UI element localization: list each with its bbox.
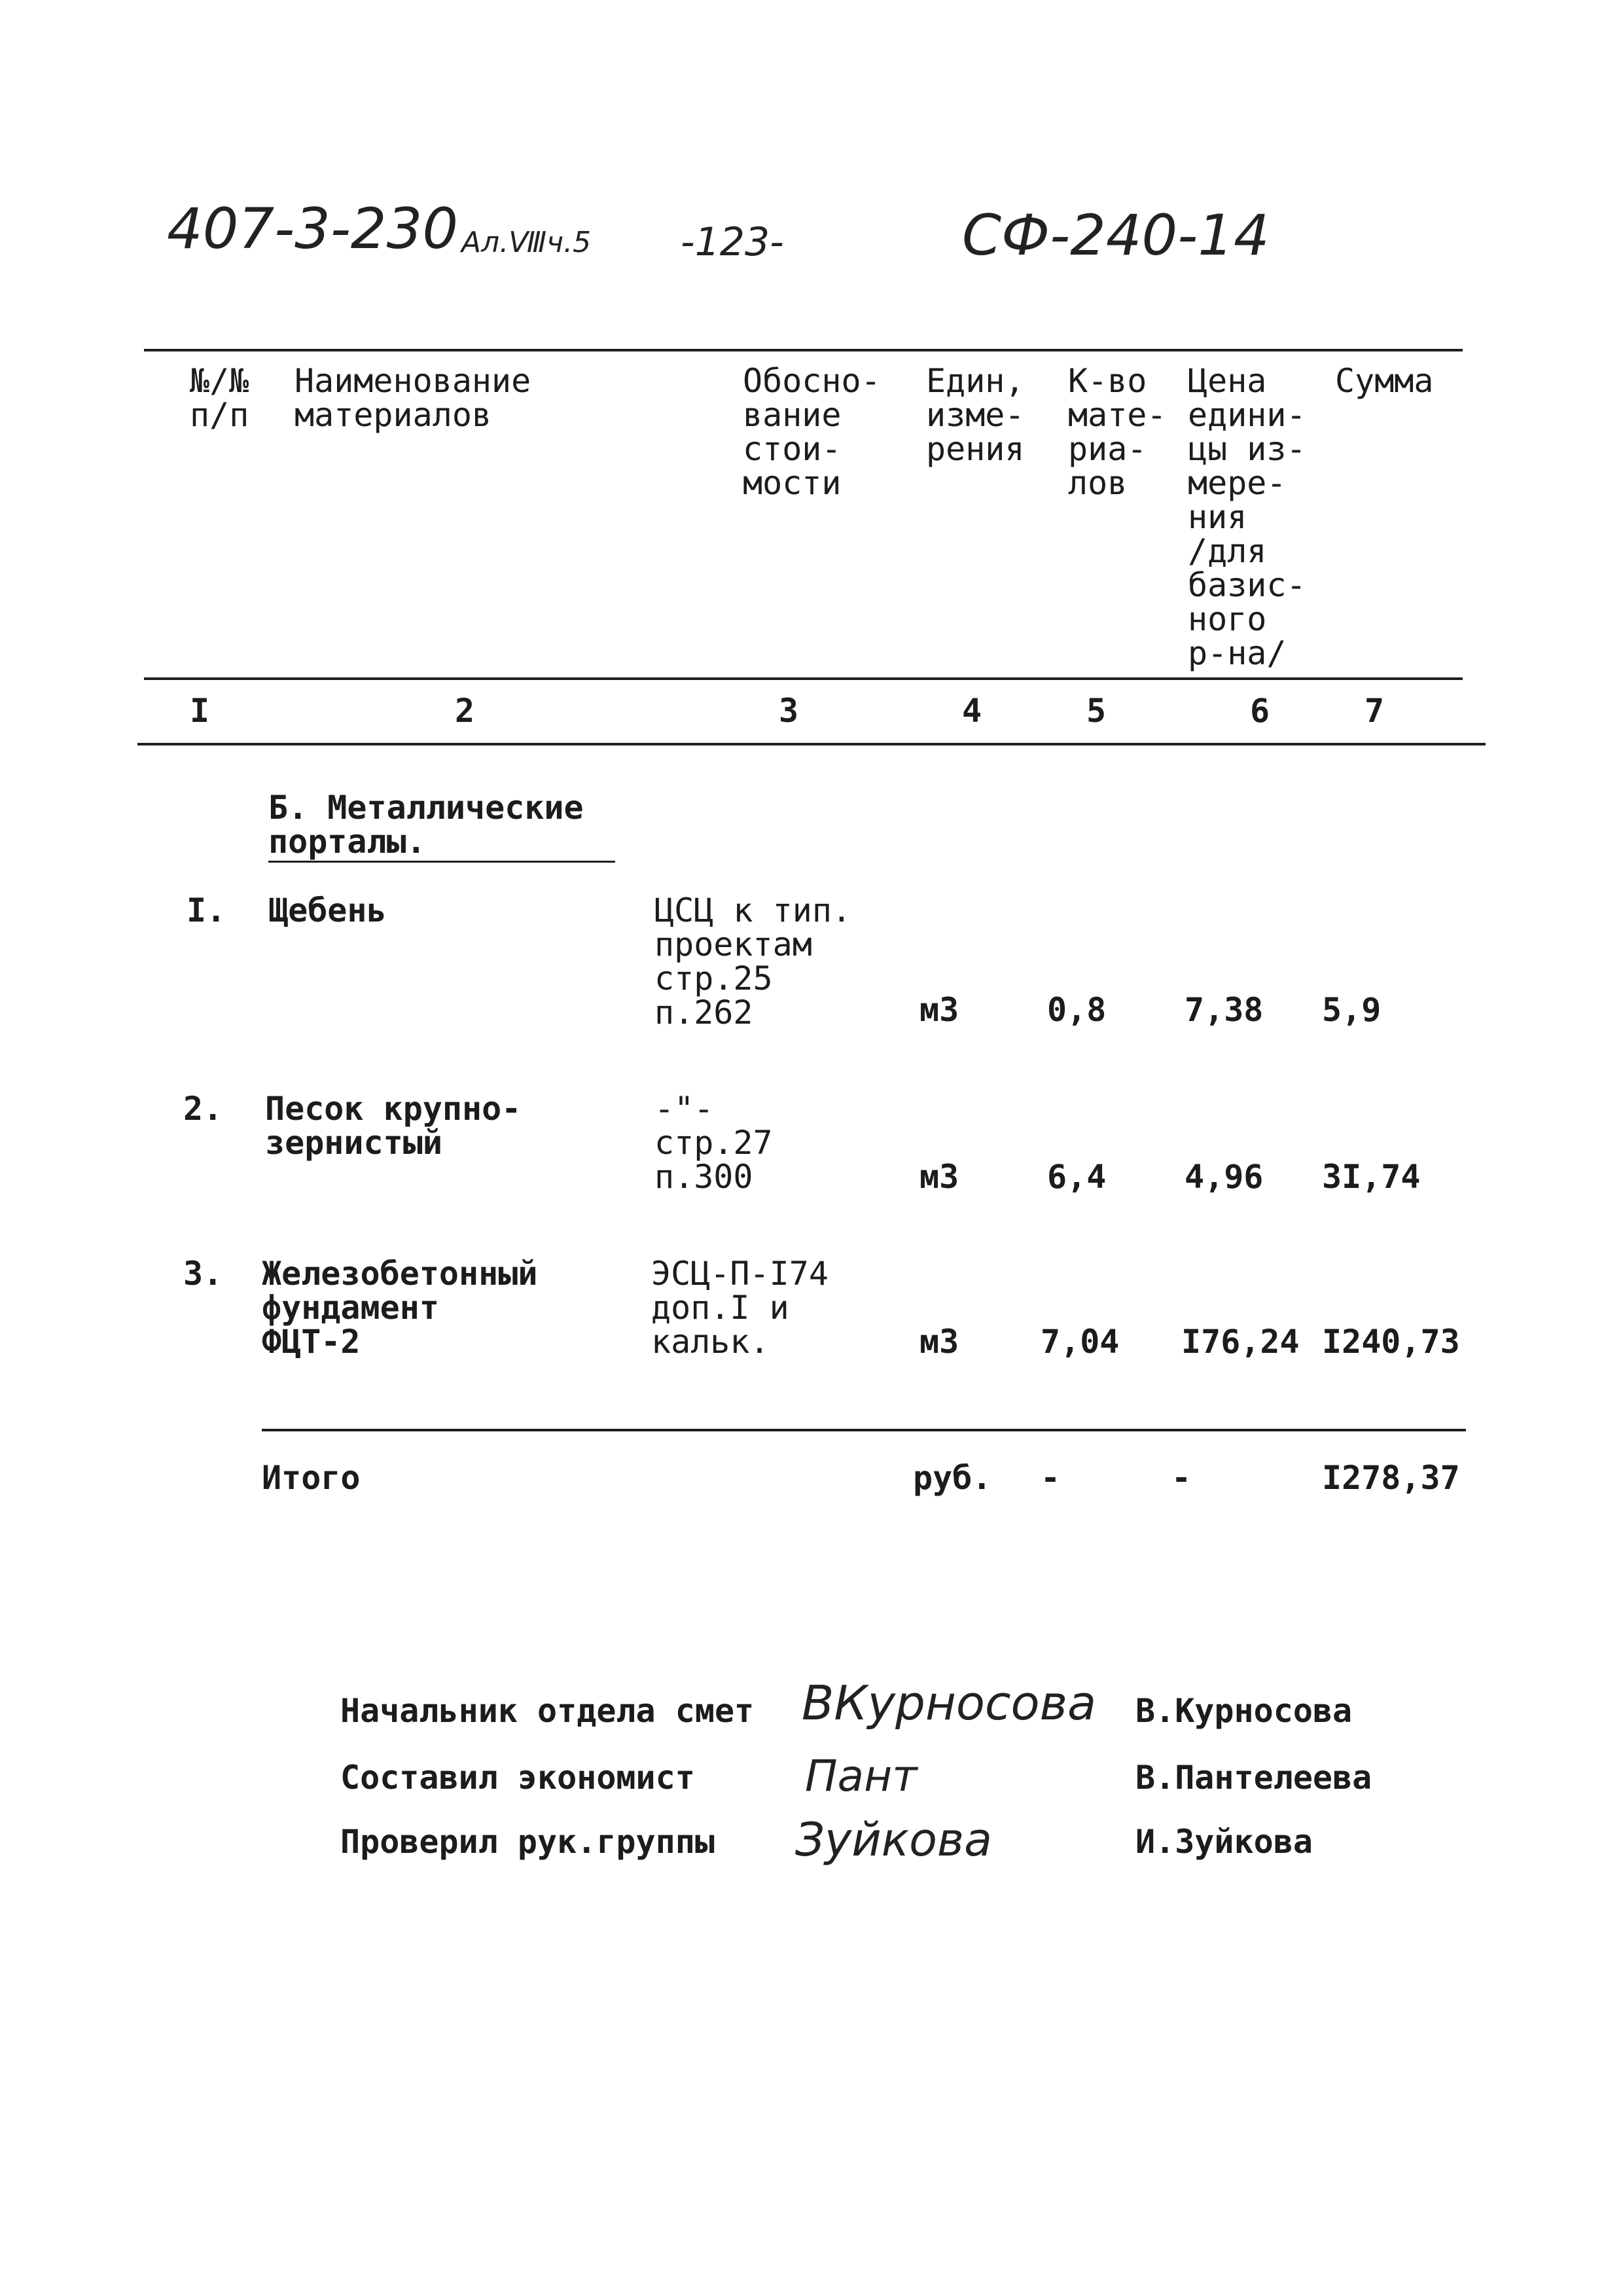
row-3-name: Железобетонный фундамент ФЦТ-2: [262, 1255, 538, 1361]
column-number-3: 3: [779, 692, 799, 730]
total-label: Итого: [262, 1459, 361, 1497]
row-2-name: Песок крупно- зернистый: [265, 1090, 522, 1162]
signature-2-handwriting: Пант: [805, 1751, 918, 1801]
column-header-basis: Обосно- вание стои- мости: [743, 362, 881, 502]
row-2-number: 2.: [183, 1090, 223, 1128]
column-header-number: №/№ п/п: [190, 362, 249, 434]
column-header-name: Наименование материалов: [294, 362, 531, 434]
column-number-7: 7: [1364, 692, 1385, 730]
column-header-quantity: К-во мате- риа- лов: [1068, 362, 1167, 502]
signature-2-name: В.Пантелеева: [1135, 1759, 1372, 1797]
total-sum: I278,37: [1322, 1459, 1460, 1497]
row-1-quantity: 0,8: [1047, 991, 1107, 1029]
signature-3-name: И.Зуйкова: [1135, 1823, 1313, 1861]
sheet-reference: Ал.Ⅷч.5: [461, 226, 592, 259]
total-unit: руб.: [913, 1459, 992, 1497]
document-number: 407-3-230: [167, 196, 459, 262]
table-top-rule: [144, 349, 1463, 351]
column-number-5: 5: [1086, 692, 1107, 730]
document-code: СФ-240-14: [962, 203, 1270, 268]
row-2-sum: 3I,74: [1322, 1158, 1421, 1196]
signature-3-role: Проверил рук.группы: [340, 1823, 715, 1861]
row-1-number: I.: [187, 891, 226, 929]
signature-2-role: Составил экономист: [340, 1759, 695, 1797]
column-numbers-rule: [137, 743, 1486, 745]
column-header-sum: Сумма: [1335, 362, 1434, 400]
row-2-unit: м3: [919, 1158, 959, 1196]
row-3-basis: ЭСЦ-П-I74 доп.I и кальк.: [651, 1255, 829, 1361]
total-rule: [262, 1429, 1466, 1431]
row-3-price: I76,24: [1181, 1323, 1300, 1361]
signature-3-handwriting: Зуйкова: [795, 1813, 993, 1867]
signature-1-role: Начальник отдела смет: [340, 1692, 755, 1730]
total-price: -: [1171, 1459, 1192, 1497]
row-2-price: 4,96: [1185, 1158, 1264, 1196]
row-3-quantity: 7,04: [1041, 1323, 1120, 1361]
column-number-6: 6: [1250, 692, 1270, 730]
row-3-number: 3.: [183, 1255, 223, 1293]
signature-1-handwriting: ВКурносова: [802, 1676, 1097, 1731]
total-quantity: -: [1041, 1459, 1061, 1497]
header-bottom-rule: [144, 677, 1463, 680]
row-1-unit: м3: [919, 991, 959, 1029]
row-1-basis: ЦСЦ к тип. проектам стр.25 п.262: [654, 891, 852, 1031]
row-2-quantity: 6,4: [1047, 1158, 1107, 1196]
row-3-sum: I240,73: [1322, 1323, 1460, 1361]
row-1-name: Щебень: [268, 891, 387, 929]
row-1-sum: 5,9: [1322, 991, 1382, 1029]
column-number-2: 2: [455, 692, 475, 730]
row-3-unit: м3: [919, 1323, 959, 1361]
column-number-4: 4: [962, 692, 982, 730]
signature-1-name: В.Курносова: [1135, 1692, 1353, 1730]
section-title: Б. Металлические порталы.: [268, 789, 584, 861]
column-number-1: I: [190, 692, 210, 730]
column-header-price: Цена едини- цы из- мере- ния /для базис- ного р-на/: [1188, 362, 1306, 672]
page-number: -123-: [681, 219, 784, 265]
row-2-basis: -"- стр.27 п.300: [654, 1090, 773, 1196]
column-header-unit: Един, изме- рения: [926, 362, 1025, 468]
section-title-underline: [268, 861, 615, 863]
row-1-price: 7,38: [1185, 991, 1264, 1029]
